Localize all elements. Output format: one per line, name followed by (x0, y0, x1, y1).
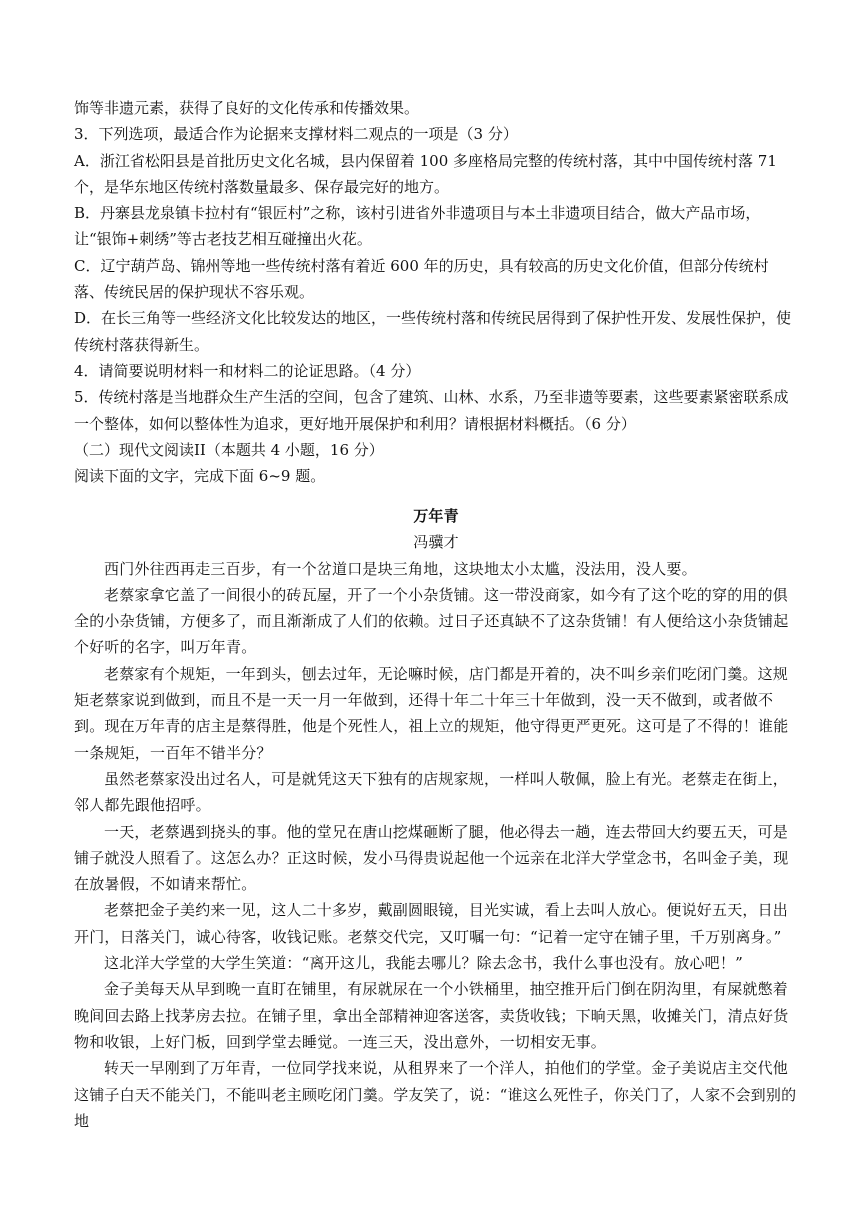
story-paragraph: 金子美每天从早到晚一直盯在铺里，有尿就尿在一个小铁桶里，抽空推开后门倒在阴沟里，有屎就憋着晚间回去路上找茅房去拉。在铺子里，拿出全部精神迎客送客，卖货收钱；下晌天黑，收摊关门，清点好货物和收银，上好门板，回到学堂去睡觉。一连三天，没出意外，一切相安无事。 (74, 980, 789, 1051)
question-3: 3．下列选项，最适合作为论据来支撑材料二观点的一项是（3 分） (74, 125, 518, 144)
story-paragraph: 虽然老蔡家没出过名人，可是就凭这天下独有的店规家规，一样叫人敬佩，脸上有光。老蔡走在街上，邻人都先跟他招呼。 (74, 769, 789, 815)
option-d: D．在长三角等一些经济文化比较发达的地区，一些传统村落和传统民居得到了保护性开发、发展性保护，使传统村落获得新生。 (74, 309, 792, 354)
story-section (74, 503, 798, 1134)
reading-instruction: 阅读下面的文字，完成下面 6~9 题。 (74, 467, 326, 486)
option-c: C．辽宁葫芦岛、锦州等地一些传统村落有着近 600 年的历史，具有较高的历史文化价值，但部分传统村落、传统民居的保护现状不容乐观。 (74, 256, 769, 302)
story-paragraph: 老蔡家有个规矩，一年到头，刨去过年，无论嘛时候，店门都是开着的，决不叫乡亲们吃闭门羹。这规矩老蔡家说到做到，而且不是一天一月一年做到，还得十年二十年三十年做到，没一天不做到，或者做不到。现在万年青的店主是蔡得胜，他是个死性人，祖上立的规矩，他守得更严更死。这可是了不得的！谁能一条规矩，一百年不错半分？ (74, 664, 789, 762)
story-paragraph: 老蔡家拿它盖了一间很小的砖瓦屋，开了一个小杂货铺。这一带没商家，如今有了这个吃的穿的用的俱全的小杂货铺，方便多了，而且渐渐成了人们的依赖。过日子还真缺不了这杂货铺！有人便给这小杂货铺起个好听的名字，叫万年青。 (74, 585, 789, 657)
story-title: 万年青 (413, 507, 459, 525)
question-5: 5．传统村落是当地群众生产生活的空间，包含了建筑、山林、水系，乃至非遗等要素，这些要素紧密联系成一个整体，如何以整体性为追求，更好地开展保护和利用？请根据材料概括。（6 分） (74, 388, 789, 433)
option-b: B．丹寨县龙泉镇卡拉村有“银匠村”之称，该村引进省外非遗项目与本土非遗项目结合，做大产品市场，让“银饰+刺绣”等古老技艺相互碰撞出火花。 (74, 204, 761, 249)
paragraph: 饰等非遗元素，获得了良好的文化传承和传播效果。 (74, 99, 420, 117)
option-a: A．浙江省松阳县是首批历史文化名城，县内保留着 100 多座格局完整的传统村落，其中中国传统村落 71 个，是华东地区传统村落数量最多、保存最完好的地方。 (74, 151, 777, 196)
section-heading: （二）现代文阅读II（本题共 4 小题，16 分） (74, 440, 384, 459)
questions-section (74, 95, 798, 489)
story-paragraph: 转天一早刚到了万年青，一位同学找来说，从租界来了一个洋人，拍他们的学堂。金子美说店主交代他这铺子白天不能关门，不能叫老主顾吃闭门羹。学友笑了，说：“谁这么死性子，你关门了，人家不会到别的地 (74, 1059, 797, 1130)
story-paragraph: 一天，老蔡遇到挠头的事。他的堂兄在唐山挖煤砸断了腿，他必得去一趟，连去带回大约要五天，可是铺子就没人照看了。这怎么办？正这时候，发小马得贵说起他一个远亲在北洋大学堂念书，名叫金子美，现在放暑假，不如请来帮忙。 (74, 822, 789, 894)
question-4: 4．请简要说明材料一和材料二的论证思路。（4 分） (74, 361, 421, 380)
story-paragraph: 老蔡把金子美约来一见，这人二十多岁，戴副圆眼镜，目光实诚，看上去叫人放心。便说好五天，日出开门，日落关门，诚心待客，收钱记账。老蔡交代完，又叮嘱一句：“记着一定守在铺子里，千万别离身。” (74, 901, 789, 946)
story-paragraph: 西门外往西再走三百步，有一个岔道口是块三角地，这块地太小太尴，没法用，没人要。 (104, 559, 697, 578)
story-paragraph: 这北洋大学堂的大学生笑道：“离开这儿，我能去哪儿？除去念书，我什么事也没有。放心吧！” (104, 954, 743, 973)
story-author: 冯骥才 (413, 533, 459, 552)
